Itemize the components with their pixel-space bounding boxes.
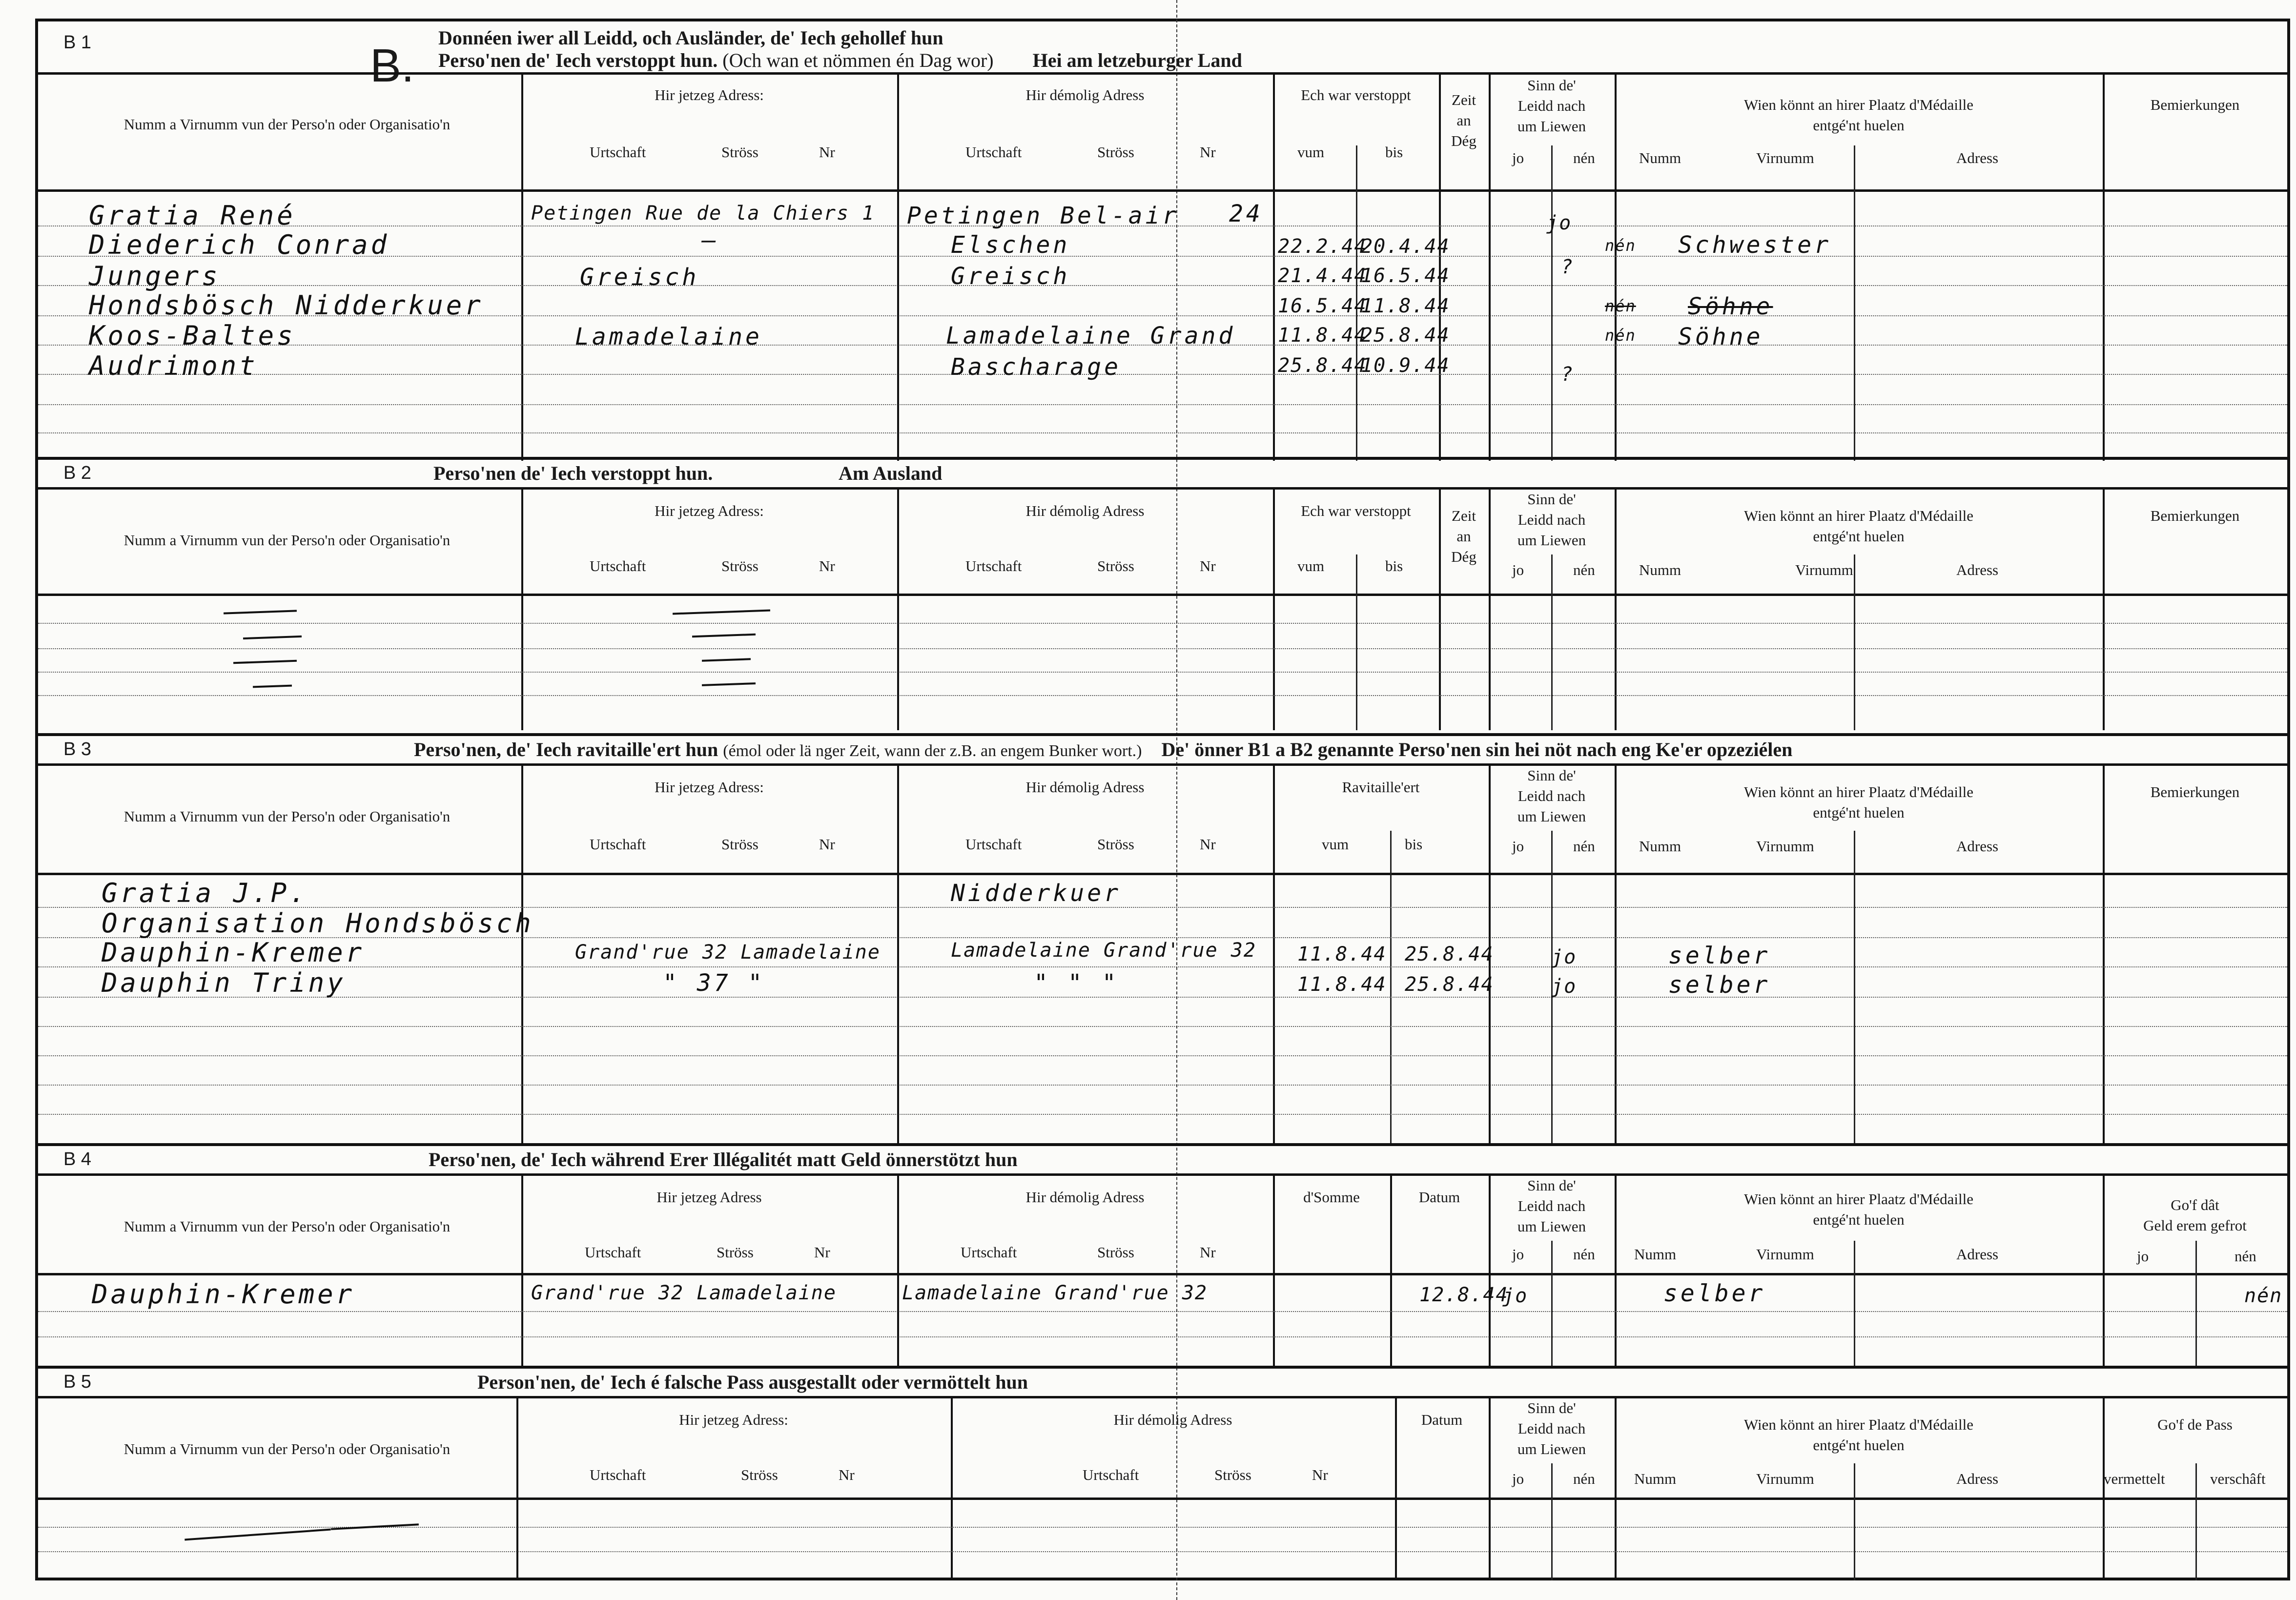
b4-row1-former: Lamadelaine Grand'rue 32 (902, 1282, 1208, 1304)
b3-row3-current: Grand'rue 32 Lamadelaine (575, 941, 881, 964)
section-letter: B. (370, 40, 414, 92)
b1-row1-former-nr: 24 (1229, 200, 1263, 227)
b1-row6-former: Bascharage (951, 353, 1121, 381)
b3-row4-current: " 37 " (663, 969, 765, 997)
b1-row1-name: Gratia René (89, 200, 296, 231)
section-code: B 2 (63, 463, 92, 483)
b1-row3-former: Greisch (951, 263, 1070, 290)
section-b2: B 2 Perso'nen de' Iech verstoppt hun. Am Ausland Numm a Virnumm vun der Perso'n oder Organisatio'n Hir jetzeg Adress: Urtschaft Ströss Nr Hir démolig Adress Urtschaft Ströss Nr Ech war verstoppt vum bis Zeit an Dég Sinn de' Leidd nach um Liewen jo nén Wien könnt an hirer Plaatz d'Médaille entgé'nt huelen Numm Virnumm Adress Bemierkungen (38, 457, 2287, 730)
section-title-line2: Perso'nen de' Iech verstoppt hun. (Och wan et nömmen én Dag wor) Hei am letzeburger Land (438, 49, 1242, 71)
b1-row5-former: Lamadelaine Grand (946, 322, 1236, 349)
section-b4: B 4 Perso'nen, de' Iech während Erer Illégalitét matt Geld önnerstötzt hun Numm a Virnumm vun der Perso'n oder Organisatio'n Hir jetzeg Adress Urtschaft Ströss Nr Hir démolig Adress Urtschaft Ströss Nr d'Somme Datum Sinn de' Leidd nach um Liewen jo nén Wien könnt an hirer Plaatz d'Médaille entgé'nt huelen Numm Virnumm Adress Go'f dât Geld erem gefrot jo nén Dauphin-Kremer Grand'rue 32 Lamadelaine Lamadelaine Grand'rue 32 12.8.44 jo selber nén (38, 1143, 2287, 1366)
b3-row1-name: Gratia J.P. (102, 878, 308, 908)
b3-row4-name: Dauphin Triny (102, 967, 346, 998)
dash-mark (702, 658, 751, 661)
b1-row2-medal: Schwester (1678, 231, 1832, 259)
b4-row1-current: Grand'rue 32 Lamadelaine (531, 1282, 837, 1304)
b1-row2-former: Elschen (951, 231, 1070, 259)
section-b5: B 5 Person'nen, de' Iech é falsche Pass ausgestallt oder vermöttelt hun Numm a Virnumm vun der Perso'n oder Organisatio'n Hir jetzeg Adress: Urtschaft Ströss Nr Hir démolig Adress Urtschaft Ströss Nr Datum Sinn de' Leidd nach um Liewen jo nén Wien könnt an hirer Plaatz d'Médaille entgé'nt huelen Numm Virnumm Adress Go'f de Pass vermettelt verschâft (38, 1366, 2287, 1580)
b1-row5-medal: Söhne (1678, 323, 1763, 350)
b1-row4-name: Hondsbösch Nidderkuer (89, 290, 484, 321)
b1-row3-current: Greisch (580, 264, 699, 291)
dash-mark (243, 636, 302, 639)
dash-mark (224, 610, 297, 614)
section-title: Perso'nen, de' Iech ravitaille'ert hun (émol oder lä nger Zeit, wann der z.B. an engem Bunker wort.) De' önner B1 a B2 genannte Perso'nen sin hei nöt nach eng Ke'er opzeziélen (414, 738, 1793, 760)
b1-row3-name: Jungers (89, 261, 221, 291)
section-b1: B 1 B. Donnéen iwer all Leidd, och Ausländer, de' Iech gehollef hun Perso'nen de' Iech verstoppt hun. (Och wan et nömmen én Dag wor) Hei am letzeburger Land Numm a Virnumm vun der Perso'n oder Organisatio'n Hir jetzeg Adress: Urtschaft Ströss Nr Hir démolig Adress Urtschaft Ströss Nr Ech war verstoppt vum bis Zeit an Dég Sinn de' Leidd nach um Liewen jo nén Wien könnt an hirer Plaatz d'Médaille entgé'nt huelen Numm Virnumm Adress Bemierkungen Gratia René Diederich Conrad Jungers Hondsbösch Nidderkuer Koos-Baltes Audrimont Petingen Rue de la Chiers 1 — Greisch Lamadelaine Petingen Bel-air 24 Elschen Greisch Lamadelaine Grand Bascharage 22.2.44 20.4.44 21.4.44 16.5.44 16.5.44 11.8.44 11.8.44 25.8.44 25.8.44 10.9.44 jo ? ? nén nén nén Schwester Söhne Söhne (38, 21, 2287, 461)
b4-row1-name: Dauphin-Kremer (92, 1279, 355, 1310)
section-code: B 1 (63, 32, 92, 53)
b3-row3-former: Lamadelaine Grand'rue 32 (951, 939, 1256, 962)
col-days-header: Zeit an Dég (1451, 91, 1476, 149)
col-current-address-header: Hir jetzeg Adress: (655, 86, 764, 103)
b1-row2-current: — (702, 226, 719, 254)
section-code: B 5 (63, 1372, 92, 1392)
col-hidden-header: Ech war verstoppt (1301, 86, 1411, 103)
dash-mark (233, 660, 297, 664)
b1-row5-current: Lamadelaine (575, 323, 762, 350)
b1-row6-name: Audrimont (89, 350, 258, 381)
col-name-header: Numm a Virnumm vun der Perso'n oder Organisatio'n (123, 116, 451, 133)
dash-mark (692, 634, 756, 638)
dash-mark (184, 1529, 331, 1541)
col-remarks-header: Bemierkungen (2150, 96, 2240, 113)
b3-row3-name: Dauphin-Kremer (102, 937, 365, 968)
section-code: B 3 (63, 739, 92, 759)
b1-row1-former: Petingen Bel-air (907, 202, 1180, 229)
dash-mark (673, 610, 770, 615)
col-alive-header: Sinn de' Leidd nach um Liewen (1517, 77, 1586, 135)
section-title: Perso'nen, de' Iech während Erer Illégalitét matt Geld önnerstötzt hun (429, 1149, 1018, 1170)
section-code: B 4 (63, 1149, 92, 1169)
col-former-address-header: Hir démolig Adress (1025, 86, 1145, 103)
b1-row2-name: Diederich Conrad (89, 229, 390, 260)
section-title: Perso'nen de' Iech verstoppt hun. Am Ausland (433, 462, 943, 484)
b3-row1-former: Nidderkuer (951, 880, 1121, 907)
col-medal-header: Wien könnt an hirer Plaatz d'Médaille entgé'nt huelen (1743, 96, 1974, 134)
dash-mark (702, 682, 756, 686)
section-title-line1: Donnéen iwer all Leidd, och Ausländer, de' Iech gehollef hun (438, 27, 943, 49)
b1-row4-medal: Söhne (1688, 293, 1773, 320)
b3-row2-name: Organisation Hondsbösch (102, 908, 534, 939)
section-title: Person'nen, de' Iech é falsche Pass ausgestallt oder vermöttelt hun (477, 1371, 1028, 1393)
b1-row1-current: Petingen Rue de la Chiers 1 (531, 202, 875, 225)
b1-row5-name: Koos-Baltes (89, 320, 296, 351)
section-b3: B 3 Perso'nen, de' Iech ravitaille'ert hun (émol oder lä nger Zeit, wann der z.B. an engem Bunker wort.) De' önner B1 a B2 genannte Perso'nen sin hei nöt nach eng Ke'er opzeziélen Numm a Virnumm vun der Perso'n oder Organisatio'n Hir jetzeg Adress: Urtschaft Ströss Nr Hir démolig Adress Urtschaft Ströss Nr Ravitaille'ert vum bis Sinn de' Leidd nach um Liewen jo nén Wien könnt an hirer Plaatz d'Médaille entgé'nt huelen Numm Virnumm Adress Bemierkungen Gratia J.P. Organisation Hondsbösch Dauphin-Kremer Dauphin Triny Nidderkuer Grand'rue 32 Lamadelaine " 37 " Lamadelaine Grand'rue 32 " " " 11.8.44 25.8.44 11.8.44 25.8.44 jo jo selber selber (38, 733, 2287, 1143)
b3-row4-former: " " " (1034, 969, 1119, 997)
dash-mark (253, 685, 292, 688)
